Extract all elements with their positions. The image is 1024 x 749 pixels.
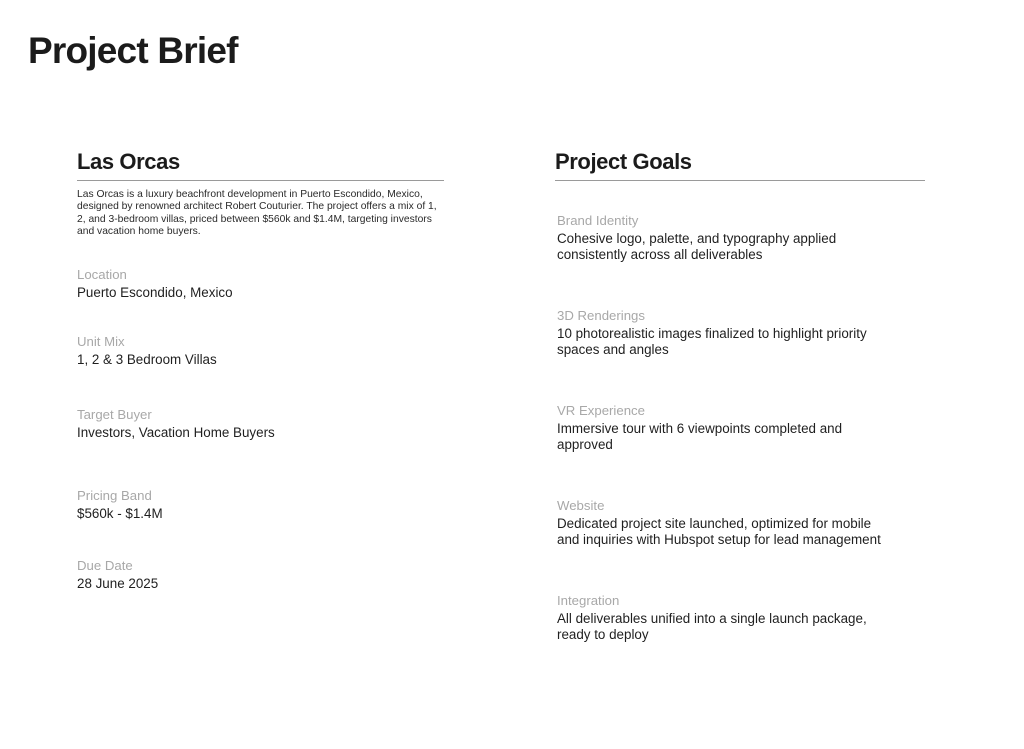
- goal-brand-identity: [557, 212, 887, 263]
- goal-description: Immersive tour with 6 viewpoints completed and approved: [557, 421, 843, 452]
- page-title: Project Brief: [28, 30, 238, 71]
- field-pricing-band: [77, 487, 163, 523]
- field-location: [77, 266, 233, 302]
- field-value: $560k - $1.4M: [77, 506, 163, 521]
- field-target-buyer: [77, 406, 275, 442]
- project-name-heading: Las Orcas: [77, 149, 180, 174]
- field-value: Investors, Vacation Home Buyers: [77, 425, 275, 440]
- goal-website: [557, 497, 887, 548]
- field-label: Target Buyer: [77, 407, 152, 422]
- goal-label: Brand Identity: [557, 213, 639, 228]
- goal-integration: [557, 592, 887, 643]
- project-goals-divider: [555, 180, 925, 181]
- project-goals-section: [555, 148, 925, 642]
- project-name-divider: [77, 180, 444, 181]
- project-overview-section: [77, 148, 444, 591]
- goal-description: Cohesive logo, palette, and typography applied consistently across all deliverables: [557, 231, 837, 262]
- goal-description: Dedicated project site launched, optimized for mobile and inquiries with Hubspot setup for lead management: [557, 516, 881, 547]
- field-value: Puerto Escondido, Mexico: [77, 285, 233, 300]
- goal-label: Integration: [557, 593, 620, 608]
- field-label: Pricing Band: [77, 488, 152, 503]
- goal-label: Website: [557, 498, 605, 513]
- goal-description: 10 photorealistic images finalized to highlight priority spaces and angles: [557, 326, 867, 357]
- project-goals-heading: Project Goals: [555, 149, 692, 174]
- goal-3d-renderings: [557, 307, 887, 358]
- field-label: Unit Mix: [77, 334, 125, 349]
- field-value: 28 June 2025: [77, 576, 159, 591]
- goal-description: All deliverables unified into a single launch package, ready to deploy: [557, 611, 867, 642]
- field-unit-mix: [77, 333, 217, 369]
- field-value: 1, 2 & 3 Bedroom Villas: [77, 352, 217, 367]
- goal-label: 3D Renderings: [557, 308, 645, 323]
- goal-vr-experience: [557, 402, 887, 453]
- project-description: Las Orcas is a luxury beachfront development in Puerto Escondido, Mexico, designed by renowned architect Robert Couturier. The project offers a mix of 1, 2, and 3-bedroom villas, priced between $560k and $1.4M, targeting investors and vacation home buyers.: [77, 189, 437, 238]
- goal-label: VR Experience: [557, 403, 645, 418]
- field-label: Location: [77, 267, 127, 282]
- field-due-date: [77, 557, 158, 593]
- field-label: Due Date: [77, 558, 133, 573]
